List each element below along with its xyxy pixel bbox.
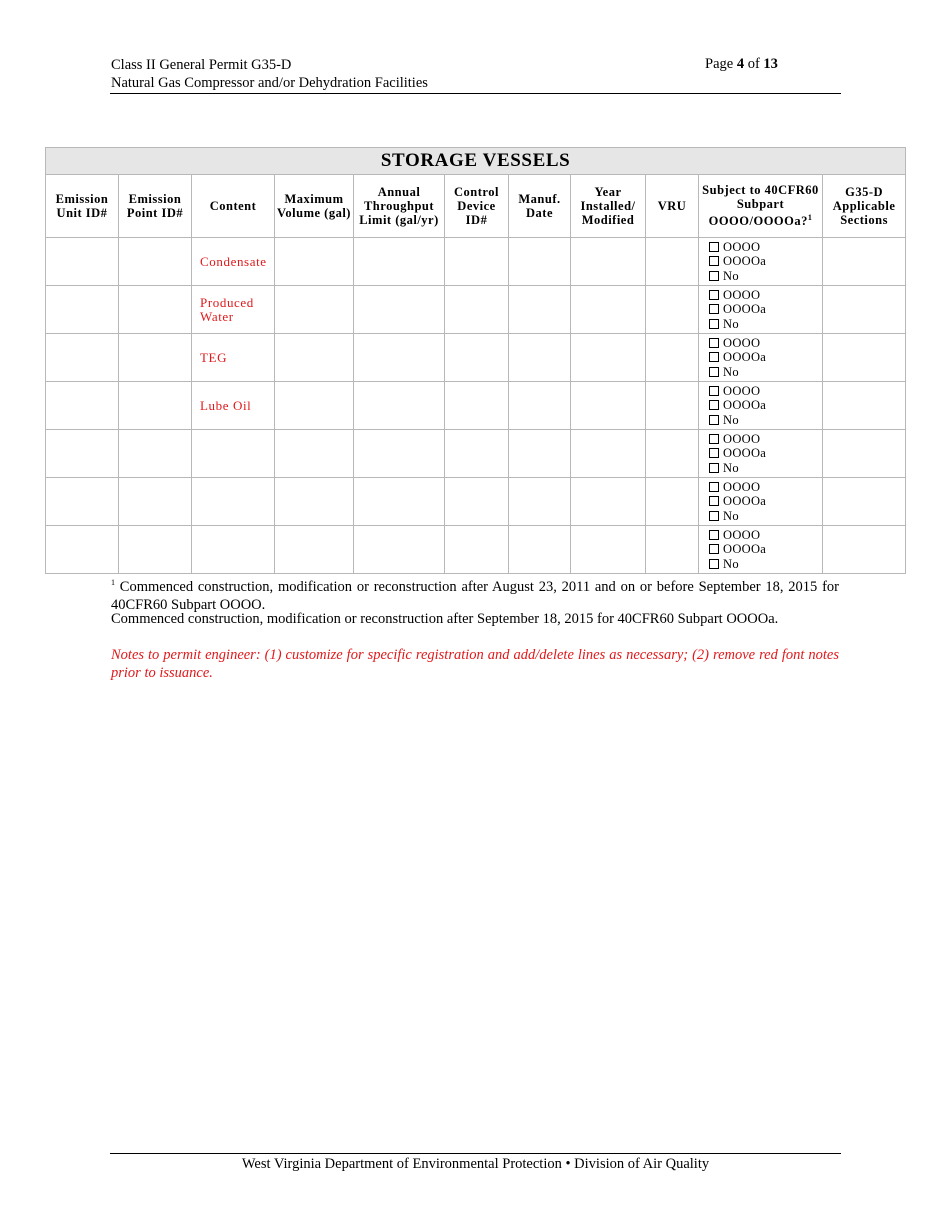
entry-cell[interactable] bbox=[445, 526, 509, 574]
col-subject-label: Subject to 40CFR60 Subpart OOOO/OOOOa? bbox=[702, 183, 819, 229]
checkbox-label: OOOO bbox=[723, 480, 761, 495]
entry-cell[interactable] bbox=[571, 526, 646, 574]
checkbox-icon[interactable] bbox=[709, 448, 719, 458]
entry-cell[interactable] bbox=[445, 478, 509, 526]
entry-cell[interactable] bbox=[354, 526, 445, 574]
entry-cell[interactable] bbox=[119, 286, 192, 334]
table-row bbox=[46, 238, 906, 286]
checkbox-label: OOOOa bbox=[723, 494, 767, 509]
entry-cell[interactable] bbox=[646, 430, 699, 478]
entry-cell[interactable] bbox=[119, 334, 192, 382]
page-number bbox=[705, 56, 778, 73]
footnote-1 bbox=[111, 574, 839, 614]
table-row bbox=[46, 286, 906, 334]
checkbox-icon[interactable] bbox=[709, 415, 719, 425]
checkbox-label: No bbox=[723, 460, 739, 475]
checkbox-icon[interactable] bbox=[709, 338, 719, 348]
checkbox-icon[interactable] bbox=[709, 496, 719, 506]
checkbox-label: OOOO bbox=[723, 240, 761, 255]
checkbox-option[interactable] bbox=[709, 269, 822, 283]
content-cell: Condensate bbox=[192, 238, 275, 286]
checkbox-label: OOOOa bbox=[723, 350, 767, 365]
checkbox-option[interactable] bbox=[709, 494, 822, 508]
col-year-installed: Year Installed/ Modified bbox=[571, 175, 646, 238]
checkbox-icon[interactable] bbox=[709, 482, 719, 492]
checkbox-option[interactable] bbox=[709, 398, 822, 412]
entry-cell[interactable] bbox=[275, 334, 354, 382]
checkbox-label: OOOOa bbox=[723, 446, 767, 461]
entry-cell[interactable] bbox=[445, 286, 509, 334]
col-subject-footnote-mark: 1 bbox=[807, 213, 813, 223]
content-cell bbox=[192, 430, 275, 478]
entry-cell[interactable] bbox=[445, 334, 509, 382]
entry-cell[interactable] bbox=[119, 382, 192, 430]
page-prefix: Page bbox=[705, 56, 737, 72]
checkbox-option[interactable] bbox=[709, 288, 822, 302]
storage-vessels-table bbox=[45, 147, 906, 574]
entry-cell[interactable] bbox=[509, 286, 571, 334]
entry-cell[interactable] bbox=[823, 430, 906, 478]
entry-cell[interactable] bbox=[275, 238, 354, 286]
subpart-checkbox-group bbox=[699, 334, 823, 382]
checkbox-icon[interactable] bbox=[709, 256, 719, 266]
content-cell: Lube Oil bbox=[192, 382, 275, 430]
entry-cell[interactable] bbox=[646, 286, 699, 334]
checkbox-option[interactable] bbox=[709, 509, 822, 523]
col-annual-throughput: Annual Throughput Limit (gal/yr) bbox=[354, 175, 445, 238]
checkbox-option[interactable] bbox=[709, 254, 822, 268]
col-vru: VRU bbox=[646, 175, 699, 238]
entry-cell[interactable] bbox=[46, 334, 119, 382]
col-maximum-volume: Maximum Volume (gal) bbox=[275, 175, 354, 238]
checkbox-label: OOOO bbox=[723, 528, 761, 543]
entry-cell[interactable] bbox=[646, 334, 699, 382]
entry-cell[interactable] bbox=[571, 430, 646, 478]
entry-cell[interactable] bbox=[354, 478, 445, 526]
entry-cell[interactable] bbox=[571, 382, 646, 430]
checkbox-label: No bbox=[723, 268, 739, 283]
checkbox-icon[interactable] bbox=[709, 304, 719, 314]
entry-cell[interactable] bbox=[119, 430, 192, 478]
col-g35d-sections: G35-D Applicable Sections bbox=[823, 175, 906, 238]
col-manuf-date: Manuf. Date bbox=[509, 175, 571, 238]
subpart-checkbox-group bbox=[699, 382, 823, 430]
table-row bbox=[46, 334, 906, 382]
checkbox-icon[interactable] bbox=[709, 463, 719, 473]
entry-cell[interactable] bbox=[509, 430, 571, 478]
checkbox-option[interactable] bbox=[709, 528, 822, 542]
header-rule bbox=[110, 93, 841, 94]
entry-cell[interactable] bbox=[823, 286, 906, 334]
checkbox-icon[interactable] bbox=[709, 271, 719, 281]
entry-cell[interactable] bbox=[119, 478, 192, 526]
table-row bbox=[46, 430, 906, 478]
entry-cell[interactable] bbox=[571, 478, 646, 526]
entry-cell[interactable] bbox=[646, 238, 699, 286]
checkbox-label: OOOOa bbox=[723, 398, 767, 413]
entry-cell[interactable] bbox=[509, 478, 571, 526]
page-current: 4 bbox=[736, 56, 745, 72]
entry-cell[interactable] bbox=[646, 382, 699, 430]
entry-cell[interactable] bbox=[275, 430, 354, 478]
footer-rule bbox=[110, 1153, 841, 1154]
content-cell: TEG bbox=[192, 334, 275, 382]
engineer-notes: Notes to permit engineer: (1) customize for specific registration and add/delete lines as necessary; (2) remove red font notes prior to issuance. bbox=[111, 647, 839, 681]
entry-cell[interactable] bbox=[823, 382, 906, 430]
table-title: STORAGE VESSELS bbox=[46, 148, 906, 175]
entry-cell[interactable] bbox=[354, 334, 445, 382]
column-header-row bbox=[46, 175, 906, 238]
checkbox-icon[interactable] bbox=[709, 434, 719, 444]
entry-cell[interactable] bbox=[46, 238, 119, 286]
checkbox-option[interactable] bbox=[709, 365, 822, 379]
col-emission-unit-id: Emission Unit ID# bbox=[46, 175, 119, 238]
checkbox-icon[interactable] bbox=[709, 530, 719, 540]
checkbox-label: OOOO bbox=[723, 384, 761, 399]
page-of: of bbox=[744, 56, 764, 72]
entry-cell[interactable] bbox=[275, 478, 354, 526]
checkbox-label: OOOO bbox=[723, 336, 761, 351]
checkbox-label: OOOOa bbox=[723, 254, 767, 269]
entry-cell[interactable] bbox=[119, 526, 192, 574]
entry-cell[interactable] bbox=[46, 526, 119, 574]
entry-cell[interactable] bbox=[46, 382, 119, 430]
checkbox-icon[interactable] bbox=[709, 319, 719, 329]
checkbox-option[interactable] bbox=[709, 240, 822, 254]
entry-cell[interactable] bbox=[46, 478, 119, 526]
content-cell bbox=[192, 526, 275, 574]
checkbox-icon[interactable] bbox=[709, 290, 719, 300]
entry-cell[interactable] bbox=[646, 526, 699, 574]
entry-cell[interactable] bbox=[275, 526, 354, 574]
footnote-1-text: Commenced construction, modification or reconstruction after August 23, 2011 and on or before September 18, 2015 for 40CFR60 Subpart OOOO. bbox=[111, 578, 839, 613]
content-cell: Produced Water bbox=[192, 286, 275, 334]
content-cell bbox=[192, 478, 275, 526]
checkbox-label: No bbox=[723, 556, 739, 571]
checkbox-option[interactable] bbox=[709, 384, 822, 398]
col-emission-point-id: Emission Point ID# bbox=[119, 175, 192, 238]
entry-cell[interactable] bbox=[275, 286, 354, 334]
checkbox-icon[interactable] bbox=[709, 400, 719, 410]
footer-text: West Virginia Department of Environmental Protection • Division of Air Quality bbox=[241, 1156, 710, 1172]
subpart-checkbox-group bbox=[699, 238, 823, 286]
table-row bbox=[46, 478, 906, 526]
checkbox-option[interactable] bbox=[709, 557, 822, 571]
checkbox-option[interactable] bbox=[709, 336, 822, 350]
entry-cell[interactable] bbox=[509, 382, 571, 430]
checkbox-option[interactable] bbox=[709, 350, 822, 364]
col-content: Content bbox=[192, 175, 275, 238]
checkbox-option[interactable] bbox=[709, 542, 822, 556]
subpart-checkbox-group bbox=[699, 430, 823, 478]
checkbox-label: OOOOa bbox=[723, 302, 767, 317]
header-line-1: Class II General Permit G35-D bbox=[111, 57, 292, 73]
checkbox-icon[interactable] bbox=[709, 352, 719, 362]
checkbox-label: OOOOa bbox=[723, 542, 767, 557]
footnote-2: Commenced construction, modification or reconstruction after September 18, 2015 for 40CFR60 Subpart OOOOa. bbox=[111, 611, 779, 627]
entry-cell[interactable] bbox=[823, 334, 906, 382]
entry-cell[interactable] bbox=[354, 430, 445, 478]
col-control-device-id: Control Device ID# bbox=[445, 175, 509, 238]
checkbox-label: No bbox=[723, 508, 739, 523]
checkbox-option[interactable] bbox=[709, 480, 822, 494]
checkbox-label: OOOO bbox=[723, 432, 761, 447]
checkbox-label: No bbox=[723, 412, 739, 427]
checkbox-icon[interactable] bbox=[709, 386, 719, 396]
checkbox-option[interactable] bbox=[709, 317, 822, 331]
checkbox-option[interactable] bbox=[709, 461, 822, 475]
entry-cell[interactable] bbox=[445, 238, 509, 286]
entry-cell[interactable] bbox=[823, 478, 906, 526]
subpart-checkbox-group bbox=[699, 286, 823, 334]
checkbox-label: No bbox=[723, 364, 739, 379]
table-row bbox=[46, 382, 906, 430]
checkbox-icon[interactable] bbox=[709, 367, 719, 377]
page-total: 13 bbox=[763, 56, 778, 72]
checkbox-label: No bbox=[723, 316, 739, 331]
entry-cell[interactable] bbox=[445, 382, 509, 430]
entry-cell[interactable] bbox=[46, 430, 119, 478]
checkbox-option[interactable] bbox=[709, 446, 822, 460]
entry-cell[interactable] bbox=[354, 382, 445, 430]
checkbox-option[interactable] bbox=[709, 302, 822, 316]
entry-cell[interactable] bbox=[445, 430, 509, 478]
entry-cell[interactable] bbox=[571, 334, 646, 382]
table-row bbox=[46, 526, 906, 574]
entry-cell[interactable] bbox=[354, 286, 445, 334]
entry-cell[interactable] bbox=[571, 238, 646, 286]
entry-cell[interactable] bbox=[509, 238, 571, 286]
entry-cell[interactable] bbox=[354, 238, 445, 286]
entry-cell[interactable] bbox=[46, 286, 119, 334]
entry-cell[interactable] bbox=[275, 382, 354, 430]
subpart-checkbox-group bbox=[699, 526, 823, 574]
checkbox-icon[interactable] bbox=[709, 544, 719, 554]
checkbox-icon[interactable] bbox=[709, 242, 719, 252]
checkbox-icon[interactable] bbox=[709, 511, 719, 521]
entry-cell[interactable] bbox=[119, 238, 192, 286]
entry-cell[interactable] bbox=[823, 526, 906, 574]
header-line-2: Natural Gas Compressor and/or Dehydration Facilities bbox=[111, 75, 428, 91]
checkbox-icon[interactable] bbox=[709, 559, 719, 569]
entry-cell[interactable] bbox=[646, 478, 699, 526]
entry-cell[interactable] bbox=[509, 334, 571, 382]
checkbox-label: OOOO bbox=[723, 288, 761, 303]
footnote-mark: 1 bbox=[111, 578, 115, 587]
subpart-checkbox-group bbox=[699, 478, 823, 526]
checkbox-option[interactable] bbox=[709, 413, 822, 427]
entry-cell[interactable] bbox=[571, 286, 646, 334]
col-subject-to-40cfr60 bbox=[699, 175, 823, 238]
entry-cell[interactable] bbox=[823, 238, 906, 286]
checkbox-option[interactable] bbox=[709, 432, 822, 446]
entry-cell[interactable] bbox=[509, 526, 571, 574]
